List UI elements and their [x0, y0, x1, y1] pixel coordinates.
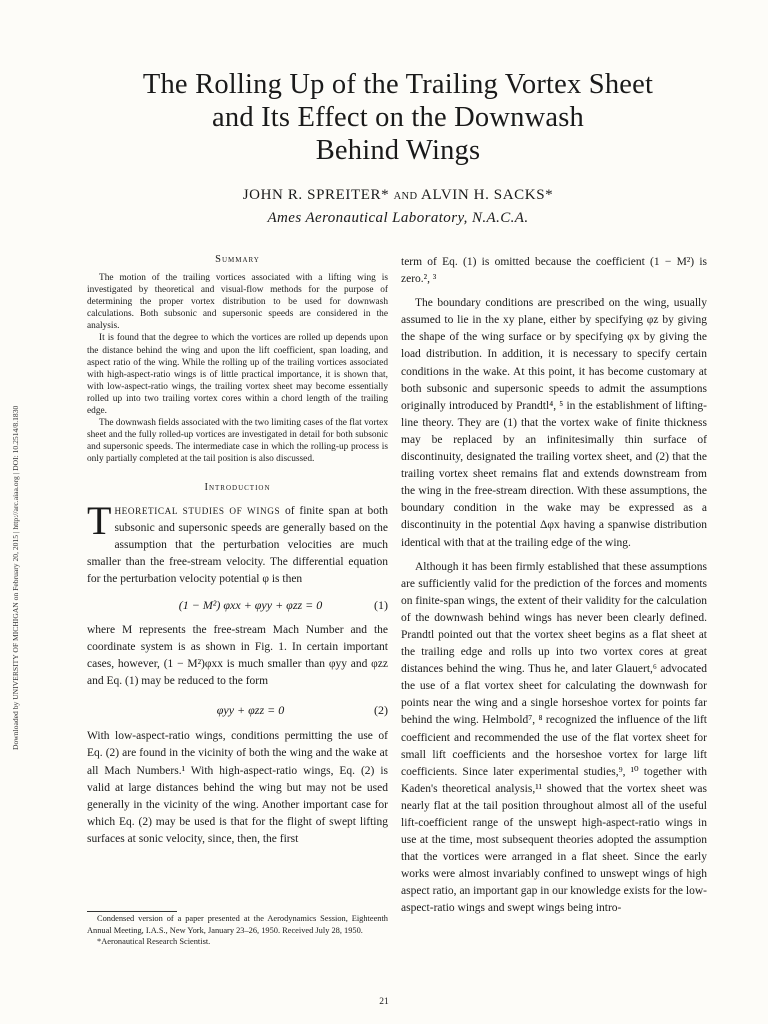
intro-paragraph-1-text: of finite span at both subsonic and supersonic speeds are generally based on the assumption that the perturbation velocities are much smaller than the free-stream velocity. The differential equation for the perturbation velocity potential φ is then [87, 504, 388, 585]
footnote-rule [87, 911, 177, 912]
author-conjunction: AND [393, 191, 418, 202]
intro-paragraph-2: where M represents the free-stream Mach Number and the coordinate system is as shown in Fig. 1. In certain important cases, however, (1 − M²)φxx is much smaller than φyy and φzz and Eq. (1) may be reduced to the form [87, 623, 388, 688]
lead-small-caps: HEORETICAL STUDIES OF WINGS [114, 505, 281, 516]
footnotes [87, 913, 388, 948]
summary-heading: Summary [215, 254, 260, 265]
affiliation: Ames Aeronautical Laboratory, N.A.C.A. [267, 210, 529, 226]
equation-2 [87, 698, 388, 722]
equation-1-number: (1) [374, 598, 388, 613]
paper-title [60, 68, 736, 167]
summary-paragraph-2: It is found that the degree to which the vortices are rolled up depends upon the distance behind the wing and upon the lift coefficient, span loading, and aspect ratio of the wing. While the rolling up of the trailing vortices associated with high-aspect-ratio wings is of little practical importance, it is shown that, with low-aspect-ratio wings, the trailing vortex sheet may become essentially rolled up into two trailing vortex cores within a chord length of the trailing edge. [87, 333, 388, 417]
footnote-2: *Aeronautical Research Scientist. [97, 937, 211, 947]
intro-paragraph-4: The boundary conditions are prescribed on the wing, usually assumed to lie in the xy plane, either by specifying φz by giving the shape of the wing surface or by specifying φx by giving the load distribution. In addition, it is necessary to specify certain conditions in the wake. At this point, it has become customary at both subsonic and supersonic speeds to admit the assumptions originally introduced by Prandtl⁴, ⁵ in the establishment of lifting-line theory. They are (1) that the vortex wake of finite thickness may be replaced by an infinitesimally thin surface of discontinuity, designated the trailing vortex sheet, and (2) that the trailing vortex sheet remains flat and extends downstream from the wing in the free-stream direction. With these assumptions, the boundary condition in the wake may be expressed as a discontinuity in the potential Δφx having a spanwise distribution identical with that at the trailing edge of the wing. [401, 297, 707, 549]
summary-abstract [87, 272, 388, 466]
title-line-2: and Its Effect on the Downwash [212, 102, 584, 133]
summary-paragraph-1: The motion of the trailing vortices associated with a lifting wing is investigated by theoretical and visual-flow methods for the purpose of determining the proper vortex distribution to be used for downwash calculations. Both subsonic and supersonic speeds are considered in the analysis. [87, 273, 388, 332]
intro-paragraph-5: Although it has been firmly established that these assumptions are sufficiently valid for the prediction of the forces and moments on finite-span wings, the extent of their validity for the calculation of the downwash behind wings has never been clearly defined. Prandtl pointed out that the vortex sheet begins as a flat sheet at the trailing edge and rolls up into two vortex cores at great distances behind the wing. Thus he, and later Glauert,⁶ advocated the use of a flat vortex sheet for calculating the downwash for points near the wing and a single horseshoe vortex for points far behind the wing. Helmbold⁷, ⁸ recognized the influence of the lift coefficient and recommended the use of the flat vortex sheet for small lift coefficients and the horseshoe vortex for large lift coefficients. Since later experimental studies,⁹, ¹⁰ together with Kaden's theoretical analysis,¹¹ showed that the vortex sheet was nearly flat at the tail position throughout almost all of the useful lift-coefficient range of the unswept high-aspect-ratio wings in use at the time, most subsequent theories adopted the assumption that the vortices were arranged in a flat sheet. Since the early works were almost invariably confined to unswept wings of high aspect ratio, an important gap in our knowledge exists for the low-aspect-ratio wings and swept wings being intro- [401, 560, 707, 915]
equation-2-number: (2) [374, 702, 388, 717]
page-number: 21 [379, 997, 389, 1007]
intro-paragraph-3-continued: term of Eq. (1) is omitted because the coefficient (1 − M²) is zero.², ³ [401, 256, 707, 286]
download-note-text: Downloaded by UNIVERSITY OF MICHIGAN on February 20, 2015 | http://arc.aiaa.org | DOI: 10.2514/8.1830 [11, 405, 20, 750]
right-column [401, 254, 707, 918]
equation-1-expression: (1 − M²) φxx + φyy + φzz = 0 [178, 598, 323, 613]
introduction-heading: Introduction [204, 481, 271, 493]
introduction-body [87, 497, 388, 849]
equation-2-expression: φyy + φzz = 0 [216, 702, 285, 717]
author-spreiter: JOHN R. SPREITER* [242, 187, 390, 203]
author-line [60, 187, 736, 204]
footnote-1: Condensed version of a paper presented at the Aerodynamics Session, Eighteenth Annual Meeting, I.A.S., New York, January 23–26, 1950. Received July 28, 1950. [87, 914, 388, 935]
download-watermark [1, 300, 20, 750]
summary-paragraph-3: The downwash fields associated with the two limiting cases of the flat vortex sheet and the fully rolled-up vortices are investigated in detail for both subsonic and supersonic speeds. The intermediate case in which the rolling-up process is only partially completed at the tail position is also discussed. [87, 418, 388, 465]
author-sacks: ALVIN H. SACKS* [421, 187, 554, 203]
title-line-1: The Rolling Up of the Trailing Vortex Sheet [142, 69, 654, 100]
equation-1 [87, 594, 388, 618]
intro-paragraph-1 [87, 497, 388, 588]
title-line-3: Behind Wings [315, 135, 481, 166]
left-column [87, 254, 388, 848]
intro-paragraph-3: With low-aspect-ratio wings, conditions permitting the use of Eq. (2) are found in the vicinity of both the wing and the wake at all Mach Numbers.¹ With high-aspect-ratio wings, Eq. (2) is valid at large distances behind the wing but may not be used generally in the vicinity of the wing. Another important case for which Eq. (2) may be used is that for the flight of swept lifting surfaces at sonic velocity, since, then, the first [87, 730, 388, 845]
drop-cap: T [87, 497, 112, 543]
